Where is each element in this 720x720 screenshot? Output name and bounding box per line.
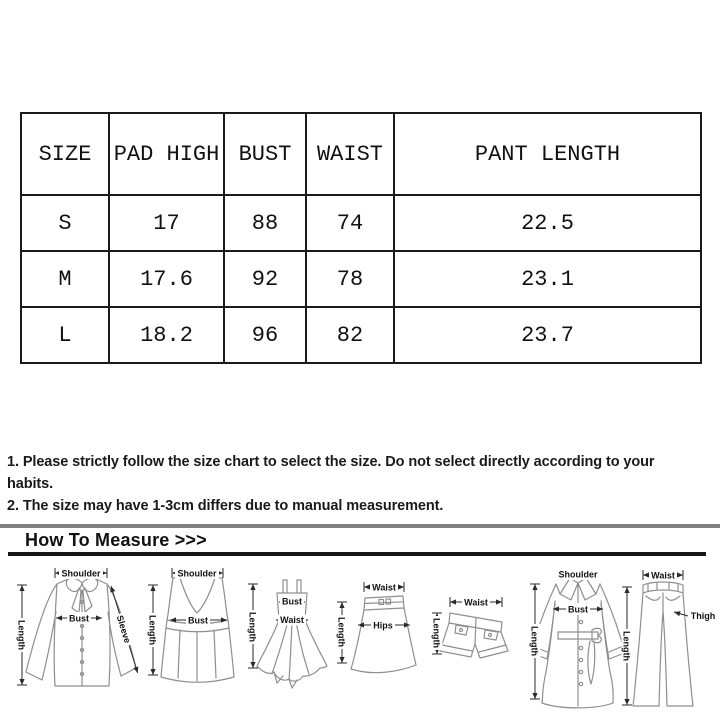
skirt-waist-label: Waist	[372, 582, 396, 593]
coat-diagram	[530, 568, 624, 708]
skirt-diagram	[337, 581, 417, 673]
size-notes	[7, 451, 717, 517]
measure-arrows	[17, 568, 107, 685]
blouse-diagram	[17, 567, 143, 686]
dress-bust-label: Bust	[282, 596, 302, 607]
size-table	[20, 112, 702, 364]
blouse-sleeve-label: Sleeve	[114, 614, 133, 645]
skirt-length-label: Length	[336, 617, 347, 647]
coat-bust-label: Bust	[568, 604, 588, 615]
divider-gray	[0, 524, 720, 528]
header-waist: WAIST	[306, 113, 394, 195]
header-size: SIZE	[21, 113, 109, 195]
note-line: habits.	[7, 476, 54, 492]
pants-thigh-label: Thigh	[690, 611, 716, 621]
arrowheads	[621, 572, 683, 705]
blouse-shoulder-label: Shoulder	[61, 568, 101, 579]
note-line: 2. The size may have 1-3cm differs due to manual measurement.	[7, 498, 444, 514]
cell-bust: 88	[224, 195, 306, 251]
garment-outline	[533, 578, 623, 708]
blouse-length-label: Length	[16, 620, 27, 650]
coat-length-label: Length	[529, 626, 540, 656]
tank-shoulder-label: Shoulder	[177, 568, 217, 579]
cell-size: M	[21, 251, 109, 307]
pants-waist-label: Waist	[651, 570, 675, 581]
tank-top-diagram	[148, 567, 235, 682]
header-pant-length: PANT LENGTH	[394, 113, 701, 195]
size-table-header-row	[21, 113, 701, 195]
pants-diagram	[622, 569, 716, 706]
dress-diagram	[248, 580, 328, 688]
how-to-measure-heading: How To Measure >>>	[25, 530, 207, 550]
cell-pad-high: 18.2	[109, 307, 224, 363]
cell-size: S	[21, 195, 109, 251]
tank-bust-label: Bust	[188, 615, 208, 626]
cell-waist: 82	[306, 307, 394, 363]
arrowheads	[16, 570, 107, 685]
skirt-hips-label: Hips	[373, 620, 393, 631]
cell-pant-length: 22.5	[394, 195, 701, 251]
blouse-bust-label: Bust	[69, 613, 89, 624]
table-row-l	[21, 307, 701, 363]
table-row-s	[21, 195, 701, 251]
cell-pad-high: 17	[109, 195, 224, 251]
table-row-m	[21, 251, 701, 307]
measure-diagrams	[0, 556, 720, 720]
header-pad-high: PAD HIGH	[109, 113, 224, 195]
cell-size: L	[21, 307, 109, 363]
header-bust: BUST	[224, 113, 306, 195]
shorts-length-label: Length	[431, 618, 442, 648]
coat-shoulder-label: Shoulder	[558, 569, 598, 580]
shorts-waist-label: Waist	[464, 597, 488, 608]
dress-length-label: Length	[247, 612, 258, 642]
tank-length-label: Length	[147, 615, 158, 645]
cell-bust: 96	[224, 307, 306, 363]
garment-outline	[351, 596, 416, 673]
note-line: 1. Please strictly follow the size chart to select the size. Do not select directly according to your	[7, 454, 655, 470]
cell-pant-length: 23.1	[394, 251, 701, 307]
cell-pant-length: 23.7	[394, 307, 701, 363]
shorts-diagram	[432, 596, 509, 658]
cell-pad-high: 17.6	[109, 251, 224, 307]
dress-waist-label: Waist	[280, 615, 304, 625]
garment-outline	[633, 582, 693, 706]
cell-bust: 92	[224, 251, 306, 307]
cell-waist: 78	[306, 251, 394, 307]
pants-length-label: Length	[621, 631, 632, 661]
cell-waist: 74	[306, 195, 394, 251]
garment-outline	[440, 613, 508, 658]
garment-outline	[161, 578, 234, 682]
